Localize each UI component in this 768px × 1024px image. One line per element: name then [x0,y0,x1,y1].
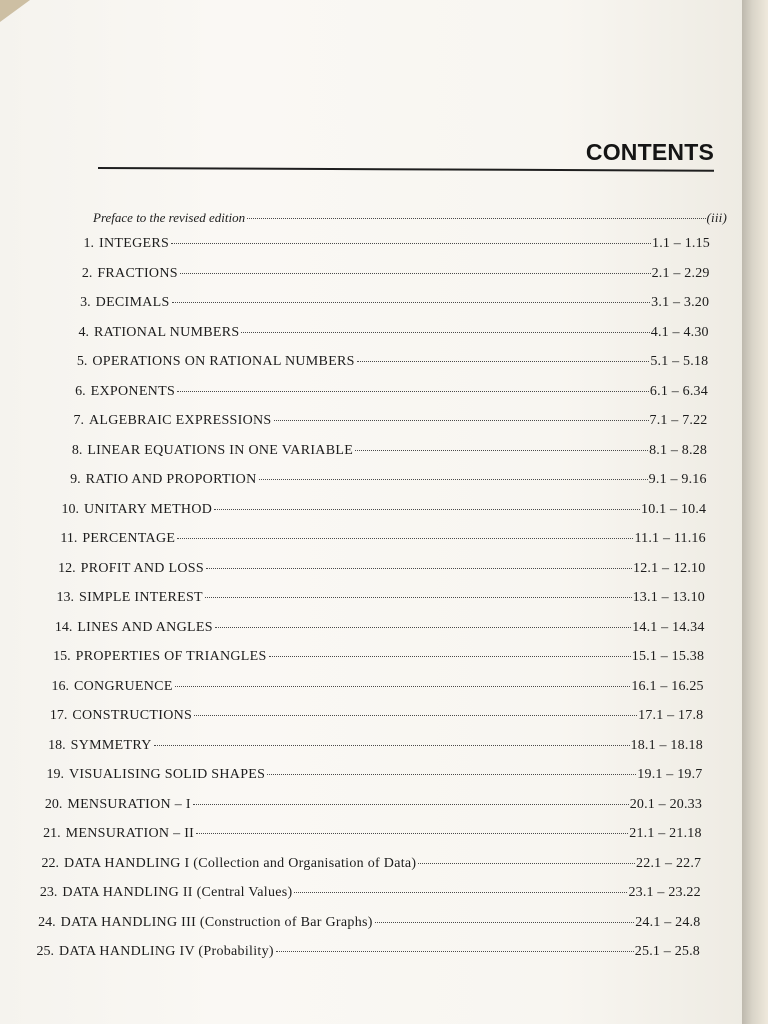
toc-entry [65,295,710,311]
toc-entry [63,325,709,341]
toc-entry [35,826,702,842]
toc-entry [56,443,707,459]
toc-entry [28,944,700,960]
toc-dot-leader [375,922,634,923]
toc-entry-title: DATA HANDLING III (Construction of Bar Graphs) [60,914,373,930]
toc-preface-pages: (iii) [706,210,727,225]
toc-entry-title: PERCENTAGE [82,531,176,546]
toc-entry-title: SYMMETRY [70,737,152,753]
toc-dot-leader [154,745,630,746]
toc-entry-number: 3. [80,295,91,310]
toc-entry-number: 15. [53,649,71,664]
toc-entry-number: 21. [43,826,61,841]
toc-dot-leader [177,391,649,392]
toc-dot-leader [180,273,651,274]
toc-entry-number: 7. [73,413,84,428]
toc-entry-pages: 15.1 – 15.38 [631,649,705,664]
toc-entry-number: 16. [51,678,69,694]
toc-entry [53,502,706,518]
toc-entry-title: VISUALISING SOLID SHAPES [69,767,266,782]
toc-entry-number: 11. [60,531,78,546]
toc-entry-title: PROPERTIES OF TRIANGLES [75,649,267,664]
toc-entry-pages: 2.1 – 2.29 [651,265,710,281]
toc-dot-leader [215,627,631,628]
toc-dot-leader [194,715,637,716]
toc-entry-pages: 1.1 – 1.15 [652,236,710,251]
contents-heading: CONTENTS [585,139,714,165]
toc-entry-title: MENSURATION – I [67,796,191,812]
toc-entry-pages: 21.1 – 21.18 [629,826,702,841]
toc-entry [68,236,710,252]
toc-dot-leader [171,243,651,244]
toc-entry-pages: 14.1 – 14.34 [632,619,705,635]
toc-dot-leader [276,951,634,952]
toc-entry-pages: 20.1 – 20.33 [629,796,703,812]
toc-dot-leader [175,686,631,687]
toc-entry-number: 20. [44,796,63,812]
toc-dot-leader [241,332,649,333]
toc-dot-leader [294,892,627,893]
toc-entry [43,679,704,695]
toc-dot-leader [172,302,651,303]
toc-entry-number: 18. [48,737,66,753]
toc-entry-pages: 12.1 – 12.10 [633,560,706,576]
toc-entry-title: FRACTIONS [97,265,178,281]
toc-entry-title: OPERATIONS ON RATIONAL NUMBERS [92,354,355,369]
toc-entry [60,384,708,400]
toc-entry-number: 8. [71,442,83,458]
toc-dot-leader [269,656,631,657]
toc-dot-leader [196,833,628,834]
toc-dot-leader [357,361,650,362]
toc-dot-leader [355,450,648,451]
toc-dot-leader [267,774,636,775]
toc-entry [51,531,706,547]
toc-entry-pages: 6.1 – 6.34 [649,383,708,399]
toc-entry-number: 14. [54,619,73,635]
toc-entry [61,354,708,370]
toc-dot-leader [193,804,629,805]
toc-entry [36,797,702,813]
toc-entry-pages: 5.1 – 5.18 [650,354,709,369]
toc-entry [38,767,703,783]
toc-entry-pages: 24.1 – 24.8 [635,914,701,930]
toc-dot-leader [247,218,705,219]
toc-entry-title: DECIMALS [95,295,170,310]
toc-entry-pages: 19.1 – 19.7 [637,767,703,782]
toc-entry [66,266,709,282]
toc-entry-title: UNITARY METHOD [84,501,213,517]
toc-entry [46,620,704,636]
toc-entry [45,649,705,665]
toc-entry [48,590,705,606]
toc-entry-pages: 16.1 – 16.25 [631,678,704,694]
toc-entry-number: 12. [58,560,76,576]
toc-entry [40,738,703,754]
toc-entry-pages: 18.1 – 18.18 [630,737,703,753]
toc-entry-title: INTEGERS [99,236,170,251]
toc-entry [41,708,703,724]
toc-entry-pages: 8.1 – 8.28 [649,442,708,458]
toc-entry [58,413,708,429]
toc-entry-pages: 4.1 – 4.30 [650,324,709,340]
toc-preface-row [93,210,727,226]
toc-entry [50,561,706,577]
toc-entry-pages: 7.1 – 7.22 [649,413,708,428]
toc-entry-number: 23. [39,885,58,900]
toc-entry-number: 2. [81,265,93,281]
toc-entry-pages: 17.1 – 17.8 [638,708,704,723]
page-gutter-shadow [742,0,768,1024]
toc-entry-number: 19. [46,767,64,782]
toc-entry-title: MENSURATION – II [65,826,195,841]
toc-entry-pages: 10.1 – 10.4 [641,501,707,517]
toc-entry-pages: 22.1 – 22.7 [636,855,702,871]
page-corner [0,0,30,22]
toc-entry-number: 22. [41,855,59,871]
toc-entry-pages: 11.1 – 11.16 [634,531,706,546]
toc-entry-pages: 23.1 – 23.22 [628,885,701,900]
toc-entry-number: 9. [70,472,81,487]
toc-dot-leader [177,538,633,539]
toc-entry-pages: 9.1 – 9.16 [648,472,707,487]
toc-entry-title: EXPONENTS [90,383,176,399]
toc-entry [55,472,707,488]
toc-entry-pages: 25.1 – 25.8 [634,944,700,959]
toc-preface-title: Preface to the revised edition [93,210,246,225]
toc-entry-title: DATA HANDLING II (Central Values) [62,885,293,900]
toc-entry-number: 10. [61,501,79,517]
toc-entry-title: CONGRUENCE [74,678,173,694]
toc-entry-number: 25. [36,944,54,959]
toc-entry [30,915,701,931]
toc-dot-leader [205,597,632,598]
toc-entry-number: 6. [75,383,86,399]
toc-entry-pages: 13.1 – 13.10 [632,590,705,605]
toc-entry-title: LINEAR EQUATIONS IN ONE VARIABLE [87,442,354,458]
toc-entry-number: 4. [78,324,89,340]
toc-entry-title: RATIO AND PROPORTION [85,472,257,487]
toc-dot-leader [418,863,635,864]
toc-entry-number: 1. [83,236,94,251]
toc-entry-number: 13. [56,590,74,605]
toc-entry-title: DATA HANDLING I (Collection and Organisation of Data) [64,855,417,871]
toc-dot-leader [214,509,640,510]
toc-entry-title: RATIONAL NUMBERS [94,324,240,340]
toc-entry-title: LINES AND ANGLES [77,619,213,635]
toc-entry-title: SIMPLE INTEREST [79,590,203,605]
toc-dot-leader [259,479,648,480]
toc-entry [33,856,701,872]
toc-entry-number: 5. [76,354,88,369]
toc-entry-title: ALGEBRAIC EXPRESSIONS [89,413,272,428]
toc-entry [31,885,701,901]
toc-entry-title: DATA HANDLING IV (Probability) [59,944,274,959]
toc-entry-title: CONSTRUCTIONS [72,708,193,723]
toc-entry-number: 17. [49,708,68,723]
toc-entry-title: PROFIT AND LOSS [80,560,204,576]
toc-entry-pages: 3.1 – 3.20 [651,295,710,310]
toc-entry-number: 24. [38,914,56,930]
toc-dot-leader [206,568,632,569]
toc-dot-leader [274,420,649,421]
